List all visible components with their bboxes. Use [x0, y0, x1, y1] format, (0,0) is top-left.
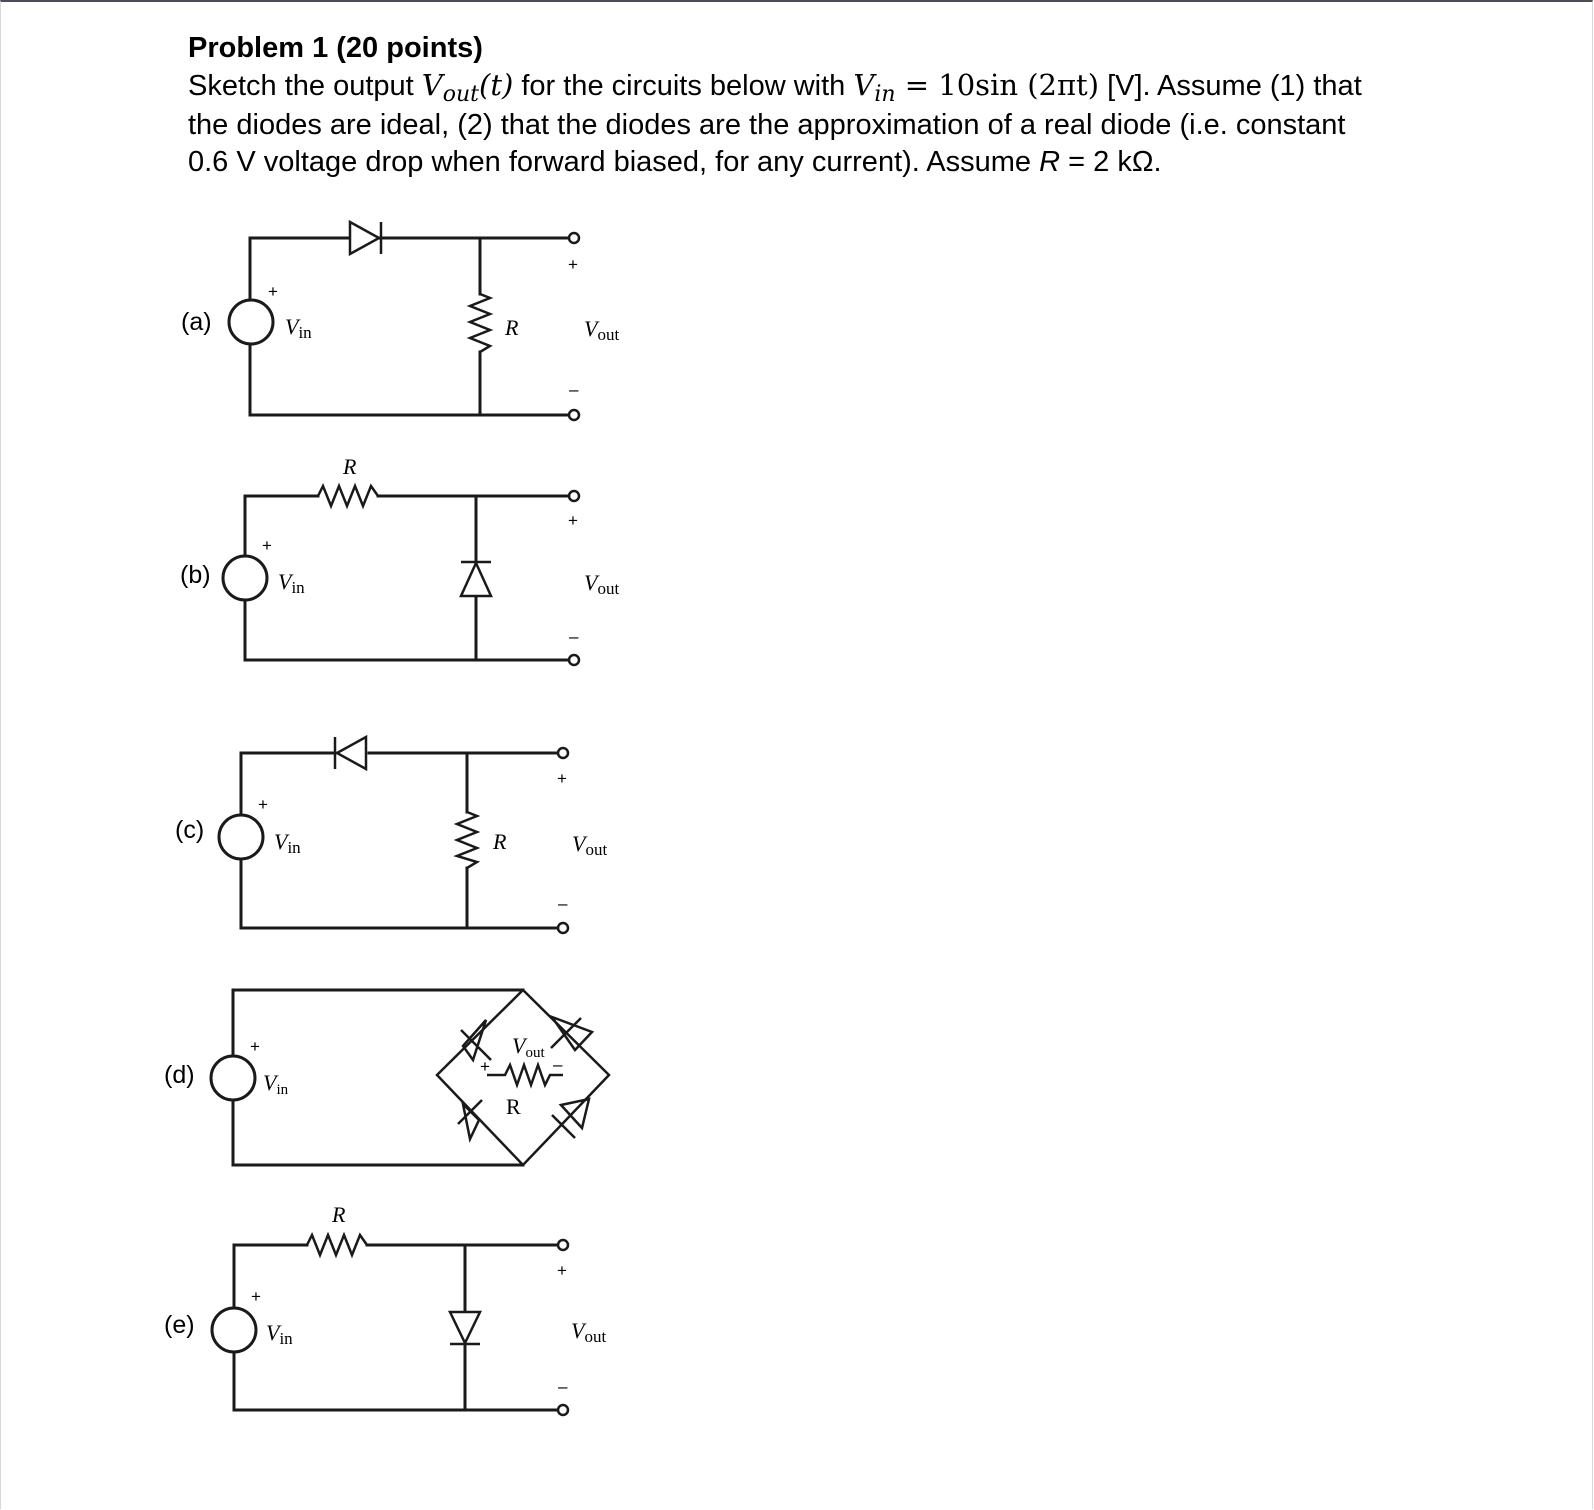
r-label: R: [332, 1202, 346, 1227]
vin-label: [263, 1070, 289, 1098]
line1-mid: for the circuits below with: [513, 70, 854, 102]
source-plus-sign: +: [250, 1037, 260, 1056]
output-terminal-positive: [558, 1240, 568, 1250]
output-minus-sign: –: [569, 627, 579, 646]
vout-label: [584, 316, 619, 344]
line3-pre: 0.6 V voltage drop when forward biased, for any current). Assume: [188, 146, 1040, 178]
vin-equation: = 10sin (2πt): [895, 68, 1100, 102]
resistor-icon: [457, 812, 477, 868]
bridge-wires: [437, 990, 609, 1165]
bottom-wire: [250, 345, 568, 415]
resistor-icon: [487, 1065, 563, 1085]
circuit-label: (e): [164, 1311, 195, 1339]
vin-label: [285, 314, 312, 342]
output-minus-sign: –: [558, 1377, 568, 1396]
top-wire: [245, 496, 568, 555]
top-wire: [241, 753, 557, 814]
vout-symbol: V: [571, 1318, 585, 1343]
output-minus-sign: –: [558, 894, 568, 913]
vout-symbol: V: [421, 68, 443, 102]
vin-symbol: V: [285, 314, 299, 339]
output-plus-sign: +: [557, 769, 567, 788]
vout-symbol: V: [512, 1033, 526, 1058]
diode-icon: [350, 222, 381, 254]
circuit-label: (d): [164, 1061, 195, 1089]
line3-post: = 2 kΩ.: [1060, 146, 1162, 178]
resistor-icon: [318, 486, 378, 506]
r-label: R: [505, 315, 519, 340]
bridge-diode-3-icon: [458, 1100, 482, 1139]
bottom-wire: [245, 600, 568, 660]
circuit-label: (c): [175, 816, 205, 844]
output-minus-sign: –: [569, 380, 579, 399]
resistor-minus-sign: –: [553, 1055, 563, 1074]
vout-subscript: out: [585, 840, 608, 859]
bottom-wire: [241, 860, 557, 928]
source-plus-sign: +: [262, 536, 272, 555]
source-plus-sign: +: [258, 795, 268, 814]
voltage-source-icon: [219, 815, 263, 859]
diode-icon: [461, 562, 491, 596]
problem-line-2: the diodes are ideal, (2) that the diodes are the approximation of a real diode (i.e. constant: [188, 109, 1346, 141]
vin-subscript: in: [874, 82, 896, 107]
voltage-source-icon: [229, 300, 273, 344]
top-wire: [250, 238, 568, 299]
circuit-label: (a): [181, 308, 212, 336]
vin-subscript: in: [279, 1329, 293, 1348]
vin-label: [274, 829, 301, 857]
circuit-label: (b): [180, 561, 211, 589]
bridge-diode-2-icon: [551, 1017, 592, 1050]
vin-symbol: V: [853, 68, 875, 102]
line1-post: [V]. Assume (1) that: [1099, 70, 1362, 102]
vout-subscript: out: [597, 325, 620, 344]
problem-title: Problem 1 (20 points): [188, 32, 483, 64]
vin-label: [266, 1320, 293, 1348]
output-plus-sign: +: [557, 1261, 567, 1280]
vin-symbol: V: [274, 829, 288, 854]
bottom-wire: [234, 1352, 557, 1410]
r-label: R: [493, 829, 507, 854]
voltage-source-icon: [211, 1056, 255, 1100]
source-plus-sign: +: [268, 282, 278, 301]
vout-subscript: out: [584, 1327, 607, 1346]
output-terminal-negative: [558, 923, 568, 933]
source-plus-sign: +: [251, 1287, 261, 1306]
output-terminal-positive: [569, 491, 579, 501]
vin-subscript: in: [291, 578, 305, 597]
vout-label: [584, 570, 619, 598]
r-symbol: R: [1039, 146, 1061, 178]
top-wire: [234, 1245, 557, 1308]
circuit-e: [164, 1202, 606, 1415]
vout-label: [512, 1033, 545, 1061]
vin-symbol: V: [278, 569, 292, 594]
output-terminal-negative: [558, 1405, 568, 1415]
vin-label: [278, 569, 305, 597]
vout-argument: (t): [479, 68, 514, 102]
diode-icon: [450, 1312, 480, 1344]
vin-subscript: in: [298, 323, 312, 342]
resistor-plus-sign: +: [480, 1057, 490, 1076]
circuit-a: [181, 222, 619, 420]
vin-subscript: in: [276, 1082, 289, 1098]
voltage-source-icon: [212, 1308, 256, 1352]
vout-subscript: out: [525, 1045, 545, 1061]
r-label: R: [506, 1094, 521, 1119]
output-terminal-negative: [569, 410, 579, 420]
output-terminal-positive: [558, 748, 568, 758]
vin-symbol: V: [266, 1320, 280, 1345]
source-wires: [233, 990, 523, 1165]
vout-symbol: V: [584, 570, 598, 595]
circuit-c: [175, 737, 607, 933]
r-label: R: [343, 454, 357, 479]
vout-label: [572, 831, 607, 859]
vout-symbol: V: [572, 831, 586, 856]
output-plus-sign: +: [568, 255, 578, 274]
circuit-b: [180, 454, 619, 665]
circuit-d: [164, 990, 609, 1165]
voltage-source-icon: [223, 556, 267, 600]
bridge-diode-4-icon: [552, 1099, 589, 1138]
vin-symbol: V: [263, 1070, 277, 1095]
diode-icon: [335, 737, 366, 769]
line1-pre: Sketch the output: [188, 70, 422, 102]
vout-label: [571, 1318, 606, 1346]
output-terminal-positive: [569, 233, 579, 243]
resistor-icon: [307, 1235, 367, 1255]
vout-symbol: V: [584, 316, 598, 341]
vout-subscript: out: [597, 579, 620, 598]
output-plus-sign: +: [568, 511, 578, 530]
vin-subscript: in: [287, 838, 301, 857]
resistor-icon: [470, 294, 490, 352]
output-terminal-negative: [569, 655, 579, 665]
vout-subscript: out: [442, 82, 479, 107]
